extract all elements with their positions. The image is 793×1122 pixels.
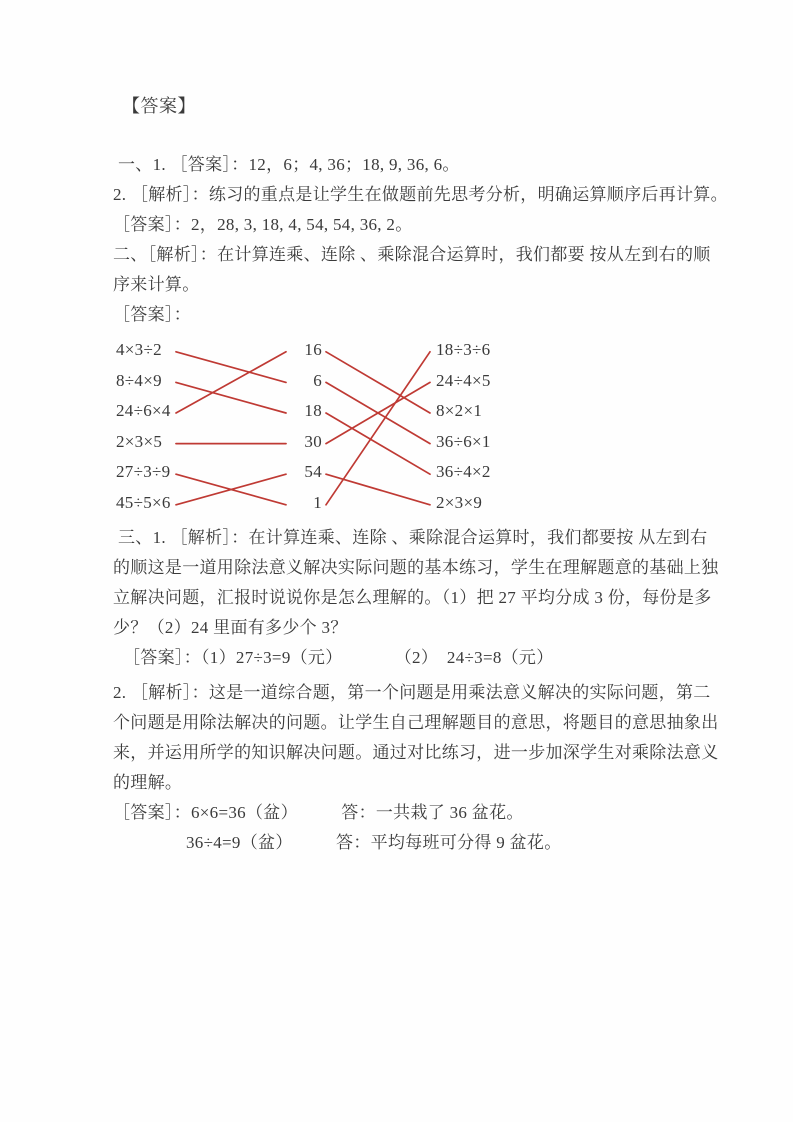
analysis-line: 个问题是用除法解决的问题。让学生自己理解题目的意思，将题目的意思抽象出 xyxy=(113,713,719,732)
section-three xyxy=(113,523,719,673)
expression: 36÷4×2 xyxy=(436,462,491,482)
value: 54 xyxy=(304,462,322,482)
matching-line xyxy=(326,382,430,443)
expression: 8×2×1 xyxy=(436,401,483,421)
section-three-q2 xyxy=(113,678,719,858)
matching-middle-column xyxy=(288,335,322,519)
matching-left-column xyxy=(116,335,171,519)
expression: 24÷4×5 xyxy=(436,370,491,390)
matching-line xyxy=(326,352,430,413)
answer-line: ［答案］：2，28, 3, 18, 4, 54, 54, 36, 2。 xyxy=(113,215,413,234)
analysis-line: 2. ［解析］：这是一道综合题，第一个问题是用乘法意义解决的实际问题，第二 xyxy=(113,683,711,702)
analysis-line: 序来计算。 xyxy=(113,275,200,294)
page-title: 【答案】 xyxy=(122,96,196,116)
expression: 18÷3÷6 xyxy=(436,340,491,359)
value: 16 xyxy=(304,340,322,359)
answer-line: 一、1. ［答案］：12，6；4, 36；18, 9, 36, 6。 xyxy=(118,155,460,174)
matching-line xyxy=(176,352,286,383)
matching-line xyxy=(176,352,286,413)
analysis-line: 二、［解析］：在计算连乘、连除 、乘除混合运算时，我们都要 按从左到右的顺 xyxy=(113,245,711,264)
expression: 24÷6×4 xyxy=(116,401,171,421)
matching-line xyxy=(176,474,286,505)
matching-line xyxy=(326,382,430,443)
analysis-line: 2. ［解析］：练习的重点是让学生在做题前先思考分析，明确运算顺序后再计算。 xyxy=(113,185,728,204)
matching-right-column xyxy=(436,335,491,519)
matching-line xyxy=(326,474,430,505)
analysis-line: 立解决问题，汇报时说说你是怎么理解的。（1）把 27 平均分成 3 份，每份是多 xyxy=(113,588,712,607)
analysis-line: 的顺这是一道用除法意义解决实际问题的基本练习，学生在理解题意的基础上独 xyxy=(113,558,719,577)
expression: 4×3÷2 xyxy=(116,340,162,359)
answer-line: 36÷4=9（盆） 答：平均每班可分得 9 盆花。 xyxy=(186,833,562,852)
value: 6 xyxy=(313,370,322,390)
value: 1 xyxy=(313,492,322,512)
analysis-line: 来，并运用所学的知识解决问题。通过对比练习，进一步加深学生对乘除法意义 xyxy=(113,743,719,762)
value: 18 xyxy=(304,401,322,421)
expression: 27÷3÷9 xyxy=(116,462,171,482)
answer-line: ［答案］：6×6=36（盆） 答：一共栽了 36 盆花。 xyxy=(113,803,524,822)
value: 30 xyxy=(304,431,322,451)
answer-line: ［答案］：（1）27÷3=9（元） （2） 24÷3=8（元） xyxy=(123,648,554,667)
analysis-line: 的理解。 xyxy=(113,773,183,792)
analysis-line: 三、1. ［解析］：在计算连乘、连除 、乘除混合运算时，我们都要按 从左到右 xyxy=(118,528,708,547)
expression: 45÷5×6 xyxy=(116,492,171,512)
matching-line xyxy=(326,352,430,505)
section-one xyxy=(113,150,728,330)
answer-label: ［答案］： xyxy=(113,305,191,324)
matching-line xyxy=(176,474,286,505)
expression: 2×3×5 xyxy=(116,431,163,451)
matching-line xyxy=(176,382,286,413)
expression: 8÷4×9 xyxy=(116,370,162,390)
matching-line xyxy=(326,413,430,474)
expression: 36÷6×1 xyxy=(436,431,491,451)
expression: 2×3×9 xyxy=(436,492,483,512)
analysis-line: 少？（2）24 里面有多少个 3？ xyxy=(113,618,348,637)
matching-diagram xyxy=(0,335,793,521)
